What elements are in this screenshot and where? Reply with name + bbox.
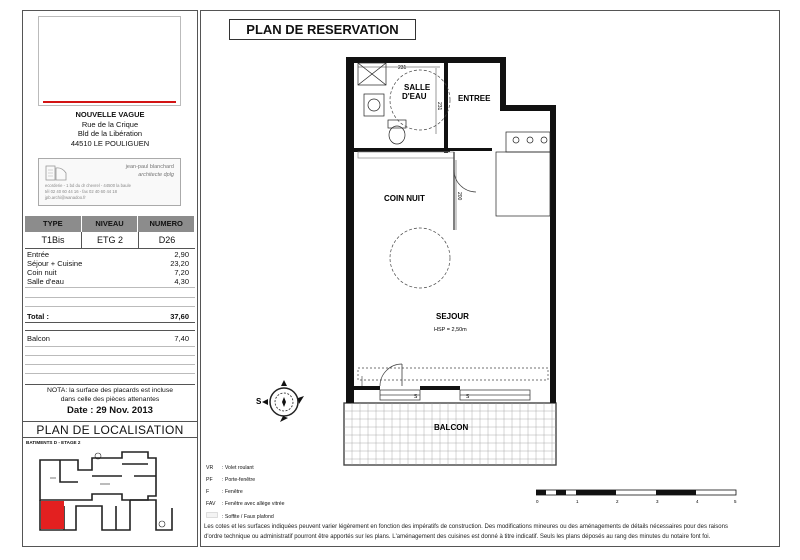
legend-text: : Fenêtre <box>222 489 243 495</box>
summary-values <box>25 232 195 249</box>
surface-label: Entrée <box>27 250 50 259</box>
table-rule <box>25 364 195 365</box>
legend-key: VR <box>206 465 214 471</box>
room-entree: ENTREE <box>458 94 491 103</box>
surface-label: Séjour + Cuisine <box>27 259 83 268</box>
legend-text: : Volet roulant <box>222 465 254 471</box>
legend-text: : Fenêtre avec allège vitrée <box>222 501 285 507</box>
value-numero: D26 <box>158 235 176 245</box>
architect-address: ecorderie - 1 bd du dr chevrel - 44500 la baule <box>45 183 131 188</box>
legend-key: FAV <box>206 501 216 507</box>
architect-logo-icon <box>45 164 67 182</box>
plan-date: Date : 29 Nov. 2013 <box>67 405 153 416</box>
project-address <box>22 110 198 148</box>
nota-line: dans celle des pièces attenantes <box>60 396 160 403</box>
table-rule <box>25 297 195 298</box>
header-type: TYPE <box>25 216 82 232</box>
surface-row <box>27 259 193 268</box>
scale-label: 2 <box>616 499 619 504</box>
dim-label: 200 <box>456 192 462 201</box>
room-salle-eau-l1: SALLE <box>404 83 431 92</box>
surface-value: 7,20 <box>174 268 189 277</box>
room-coin-nuit: COIN NUIT <box>384 194 425 203</box>
surface-row <box>27 277 193 286</box>
disclaimer-line: d'ordre technique ou administratif pourront être apportés sur les plans. L'aménagement des cuisines est donné à titre indicatif. Seuls les plans déposés au rang des minutes du notaire font foi. <box>204 534 711 540</box>
surface-row <box>27 268 193 277</box>
room-salle-eau-l2: D'EAU <box>402 92 427 101</box>
room-balcon: BALCON <box>434 423 469 432</box>
surface-value: 2,90 <box>174 250 189 259</box>
total-label: Total : <box>27 312 49 321</box>
architect-name: jean-paul blanchard <box>125 164 174 170</box>
address-line: 44510 LE POULIGUEN <box>70 138 150 148</box>
legend-key: F <box>206 489 210 495</box>
scale-label: 0 <box>536 499 539 504</box>
table-rule <box>25 346 195 347</box>
floor-plan <box>200 40 780 480</box>
scale-label: 4 <box>696 499 699 504</box>
balcon-row <box>27 334 193 343</box>
table-rule <box>25 355 195 356</box>
localisation-title: PLAN DE LOCALISATION <box>22 421 198 438</box>
architect-email: jpb.archi@wanadoo.fr <box>45 195 86 200</box>
nota-text <box>25 386 195 404</box>
architect-card <box>38 158 181 206</box>
legend-item <box>206 477 255 483</box>
surface-value: 23,20 <box>170 259 189 268</box>
compass-icon <box>262 380 304 422</box>
localisation-subtitle: BATIMENTS D - ETAGE 2 <box>26 440 81 445</box>
scale-label: 1 <box>576 499 579 504</box>
door-marker: S <box>466 394 470 400</box>
dim-label: 231 <box>436 102 442 111</box>
legend-swatch-icon <box>206 512 222 520</box>
surface-value: 4,30 <box>174 277 189 286</box>
legend-key: PF <box>206 477 213 483</box>
project-name: NOUVELLE VAGUE <box>75 110 145 119</box>
scale-label: 3 <box>656 499 659 504</box>
legend-text: : Soffite / Faux plafond <box>222 514 274 520</box>
hsp-label: HSP = 2,50m <box>434 327 467 333</box>
plan-title: PLAN DE RESERVATION <box>229 19 416 40</box>
room-sejour: SEJOUR <box>436 312 469 321</box>
address-line: Rue de la Crique <box>81 119 139 129</box>
table-rule <box>25 306 195 307</box>
apartment-highlight <box>41 501 64 529</box>
balcon-label: Balcon <box>27 334 50 343</box>
legend-item <box>206 465 254 471</box>
table-rule <box>25 373 195 374</box>
table-rule <box>25 287 195 288</box>
header-numero: NUMERO <box>138 216 195 232</box>
disclaimer <box>204 522 764 542</box>
scale-label: 5 <box>734 499 737 504</box>
localisation-map <box>30 448 190 540</box>
windows <box>380 390 530 400</box>
total-rule <box>25 330 195 331</box>
total-rule <box>25 322 195 323</box>
legend-text: : Porte-fenêtre <box>222 477 256 483</box>
walls <box>346 57 556 403</box>
circulation-circles <box>358 70 548 380</box>
legend-item <box>206 501 285 507</box>
disclaimer-line: Les cotes et les surfaces indiquées peuvent varier légèrement en fonction des impératifs de construction. Des modifications mineures ou des aménagements de détails nécessaires pour des raisons <box>204 524 728 530</box>
value-type: T1Bis <box>25 232 82 248</box>
door-marker: S <box>414 394 418 400</box>
header-niveau: NIVEAU <box>82 216 139 232</box>
legend-item <box>206 512 274 520</box>
balcony-tiles <box>344 403 556 465</box>
legend-item <box>206 489 243 495</box>
surface-label: Coin nuit <box>27 268 57 277</box>
total-value: 37,60 <box>170 312 189 321</box>
dim-label: 231 <box>398 65 407 71</box>
balcon-value: 7,40 <box>174 334 189 343</box>
logo-red-rule <box>43 101 176 103</box>
architect-title: architecte dplg <box>138 172 174 178</box>
fixtures <box>358 63 550 386</box>
address-line: Bld de la Libération <box>77 129 143 138</box>
surface-label: Salle d'eau <box>27 277 64 286</box>
nota-line: NOTA: la surface des placards est incluse <box>46 387 174 394</box>
summary-header <box>25 216 195 232</box>
value-niveau: ETG 2 <box>82 232 139 248</box>
scale-bar <box>536 488 742 508</box>
architect-phone: tél 02 40 60 44 16 - fax 02 40 60 44 18 <box>45 189 117 194</box>
project-logo-box <box>38 16 181 106</box>
note-rule <box>25 384 195 385</box>
compass-letter: S <box>256 397 262 406</box>
surface-row <box>27 250 193 259</box>
total-row <box>27 312 193 321</box>
